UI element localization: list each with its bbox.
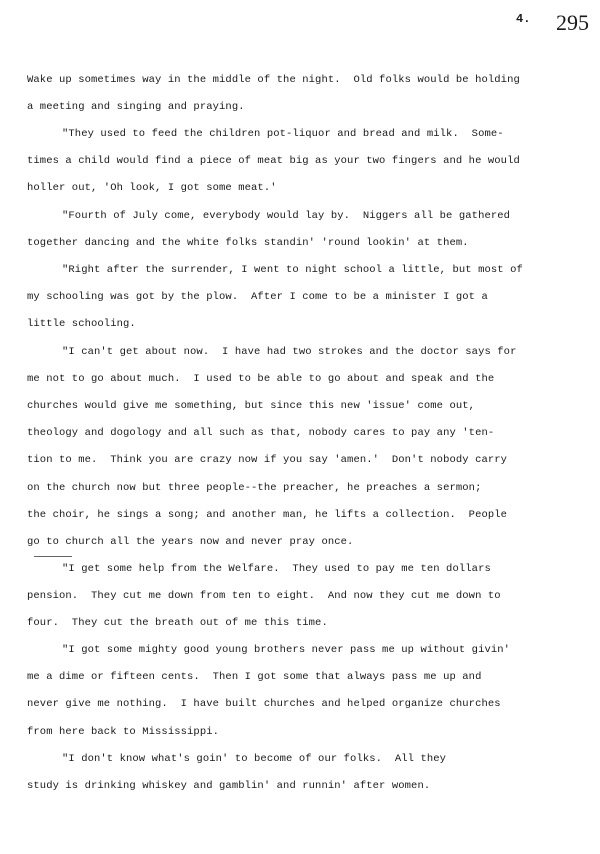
text-line: "They used to feed the children pot-liquor and bread and milk. Some- (62, 128, 504, 140)
text-line: times a child would find a piece of meat big as your two fingers and he would (27, 155, 520, 167)
text-line: never give me nothing. I have built churches and helped organize churches (27, 698, 501, 710)
text-line: "Right after the surrender, I went to night school a little, but most of (62, 264, 523, 276)
text-line: little schooling. (27, 318, 136, 330)
text-line: "I got some mighty good young brothers never pass me up without givin' (62, 644, 511, 656)
section-number: 4. (516, 12, 531, 26)
text-line: churches would give me something, but since this new 'issue' come out, (27, 400, 476, 412)
text-line: four. They cut the breath out of me this time. (27, 617, 328, 629)
text-line: "I don't know what's goin' to become of our folks. All they (62, 753, 447, 765)
text-line: my schooling was got by the plow. After I come to be a minister I got a (27, 291, 488, 303)
text-line: me not to go about much. I used to be able to go about and speak and the (27, 373, 495, 385)
text-line: holler out, 'Oh look, I got some meat.' (27, 182, 277, 194)
text-line: me a dime or fifteen cents. Then I got some that always pass me up and (27, 671, 482, 683)
text-line: go to church all the years now and never pray once. (27, 536, 354, 548)
text-line: Wake up sometimes way in the middle of the night. Old folks would be holding (27, 74, 520, 86)
text-line: together dancing and the white folks standin' 'round lookin' at them. (27, 237, 469, 249)
text-line: a meeting and singing and praying. (27, 101, 245, 113)
text-line: from here back to Mississippi. (27, 726, 220, 738)
text-line: "Fourth of July come, everybody would lay by. Niggers all be gathered (62, 210, 511, 222)
text-line: the choir, he sings a song; and another man, he lifts a collection. People (27, 509, 508, 521)
page-number: 295 (556, 10, 589, 35)
underline-mark (34, 556, 72, 557)
text-line: "I can't get about now. I have had two strokes and the doctor says for (62, 346, 517, 358)
text-line: "I get some help from the Welfare. They used to pay me ten dollars (62, 563, 491, 575)
text-line: pension. They cut me down from ten to eight. And now they cut me down to (27, 590, 501, 602)
text-line: tion to me. Think you are crazy now if you say 'amen.' Don't nobody carry (27, 454, 508, 466)
text-line: theology and dogology and all such as that, nobody cares to pay any 'ten- (27, 427, 495, 439)
text-line: on the church now but three people--the preacher, he preaches a sermon; (27, 482, 482, 494)
text-line: study is drinking whiskey and gamblin' and runnin' after women. (27, 780, 431, 792)
